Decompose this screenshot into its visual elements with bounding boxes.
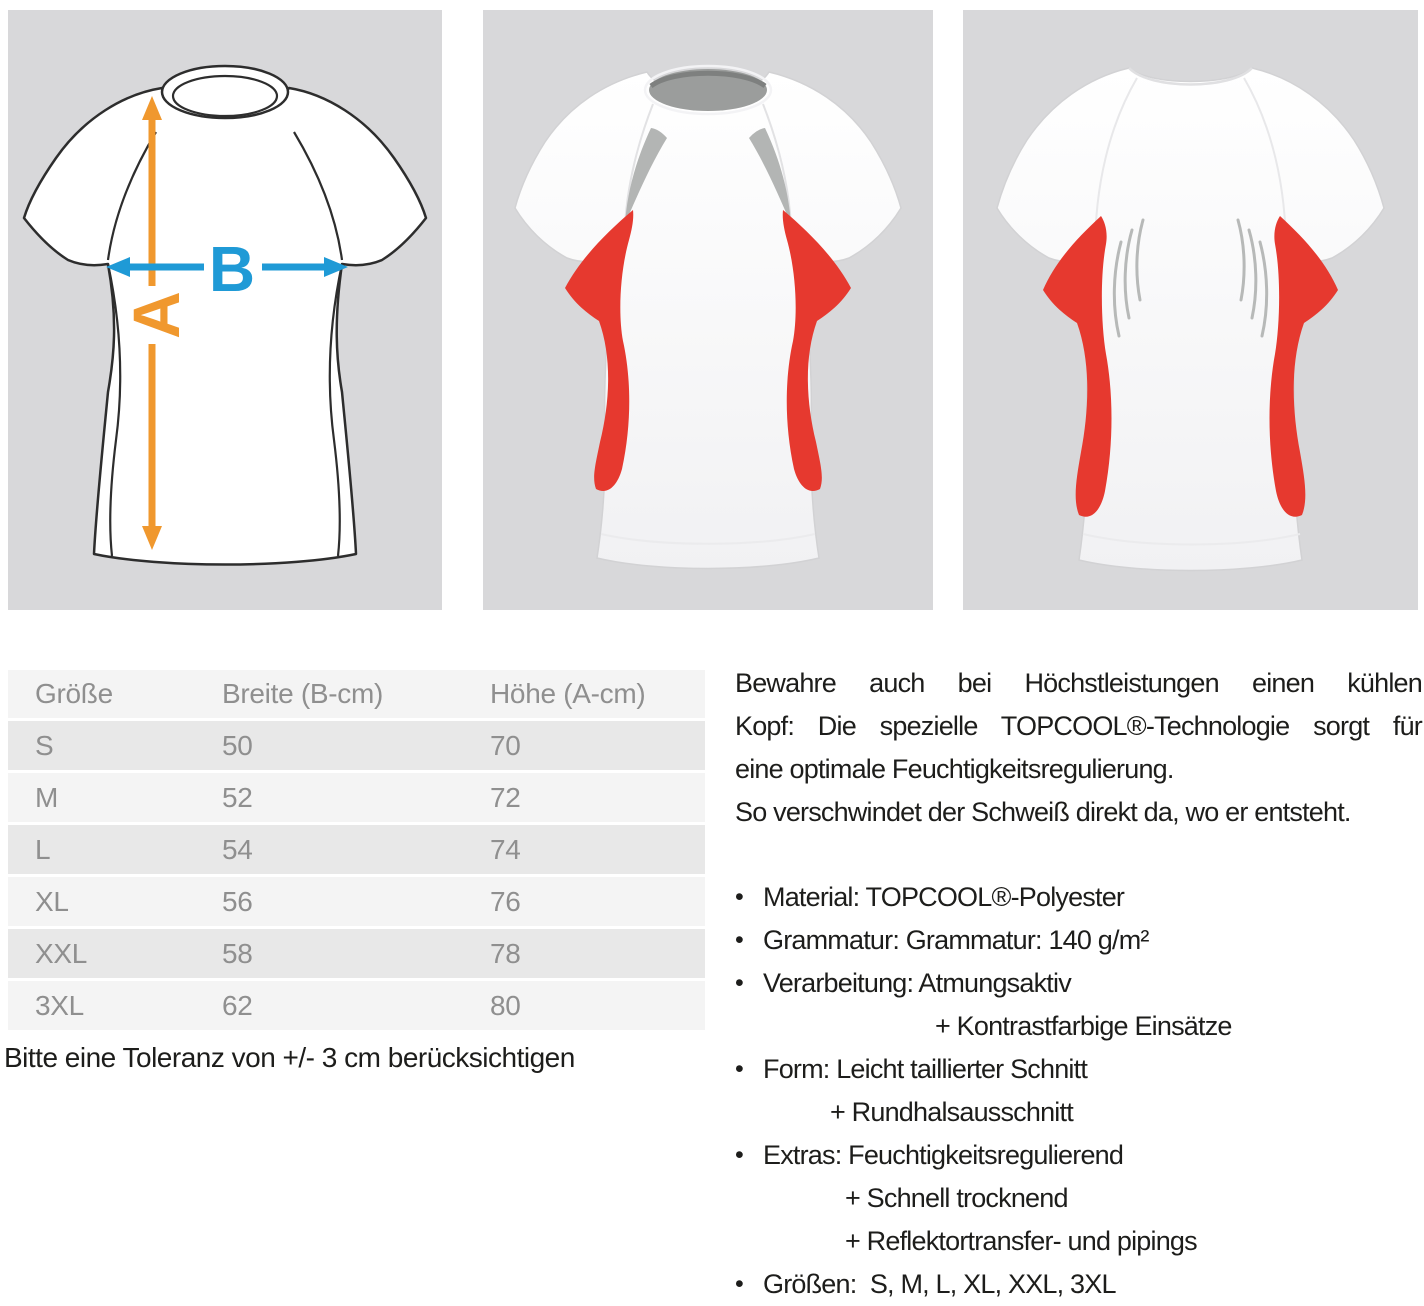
red-panel-back-right (1270, 216, 1339, 517)
hoehe-cell: 74 (490, 833, 521, 865)
feature-item-schnell-trocknend: + Schnell trocknend (845, 1183, 1068, 1213)
tolerance-note: Bitte eine Toleranz von +/- 3 cm berücksichtigen (4, 1042, 575, 1073)
hoehe-cell: 76 (490, 885, 521, 917)
bullet-icon: • (735, 883, 743, 911)
feature-item-reflektortransfer: + Reflektortransfer- und pipings (845, 1226, 1197, 1256)
breite-cell: 54 (222, 833, 253, 865)
description-line: Bewahre auch bei Höchstleistungen einen kühlen (735, 668, 1422, 698)
measure-label-b: B (208, 233, 256, 305)
measurement-diagram-panel (8, 10, 442, 610)
measurement-diagram (8, 10, 442, 610)
bullet-icon: • (735, 1055, 743, 1083)
breite-cell: 56 (222, 885, 253, 917)
shirt-back-illustration (963, 10, 1418, 610)
feature-item-groessen: • Größen: S, M, L, XL, XXL, 3XL (735, 1263, 1422, 1306)
breite-cell: 58 (222, 937, 253, 969)
feature-item-form: • Form: Leicht taillierter Schnitt (735, 1048, 1422, 1091)
table-row-xxl (8, 929, 705, 978)
shirt-front-photo-panel (483, 10, 933, 610)
size-table (8, 670, 705, 1033)
feature-item-grammatur: • Grammatur: Grammatur: 140 g/m² (735, 919, 1422, 962)
size-cell: S (35, 729, 54, 761)
table-row-l (8, 825, 705, 874)
hoehe-cell: 80 (490, 989, 521, 1021)
description-line: eine optimale Feuchtigkeitsregulierung. (735, 754, 1174, 784)
size-cell: L (35, 833, 51, 865)
hoehe-cell: 78 (490, 937, 521, 969)
table-row-xl (8, 877, 705, 926)
bullet-icon: • (735, 1270, 743, 1298)
shirt-back-body (997, 68, 1384, 571)
breite-cell: 62 (222, 989, 253, 1021)
measure-label-a: A (119, 291, 193, 339)
column-header-groesse: Größe (35, 678, 113, 709)
feature-item-verarbeitung: • Verarbeitung: Atmungsaktiv (735, 962, 1422, 1005)
breite-cell: 52 (222, 781, 253, 813)
size-cell: M (35, 781, 59, 813)
column-header-breite: Breite (B-cm) (222, 678, 383, 709)
table-row-s (8, 721, 705, 770)
shirt-outline (24, 88, 426, 565)
size-cell: XXL (35, 937, 88, 969)
bullet-icon: • (735, 926, 743, 954)
red-panel-back-left (1043, 216, 1112, 517)
size-cell: XL (35, 885, 69, 917)
shirt-front-body (515, 72, 901, 569)
description-line: So verschwindet der Schweiß direkt da, wo er entsteht. (735, 797, 1351, 827)
breite-cell: 50 (222, 729, 253, 761)
bullet-icon: • (735, 969, 743, 997)
column-header-hoehe: Höhe (A-cm) (490, 678, 646, 709)
size-cell: 3XL (35, 989, 84, 1021)
bullet-icon: • (735, 1141, 743, 1169)
product-description (735, 662, 1422, 1306)
shirt-back-photo-panel (963, 10, 1418, 610)
feature-list (735, 876, 1422, 1306)
feature-item-kontrastfarbige: + Kontrastfarbige Einsätze (935, 1011, 1232, 1041)
hoehe-cell: 70 (490, 729, 521, 761)
description-line: Kopf: Die spezielle TOPCOOL®-Technologie sorgt für (735, 711, 1422, 741)
feature-item-extras: • Extras: Feuchtigkeitsregulierend (735, 1134, 1422, 1177)
shirt-front-illustration (483, 10, 933, 610)
collar-inner (173, 76, 277, 116)
table-row-3xl (8, 981, 705, 1030)
feature-item-rundhals: + Rundhalsausschnitt (830, 1097, 1073, 1127)
table-row-m (8, 773, 705, 822)
size-table-header-row (8, 670, 705, 718)
feature-item-material: • Material: TOPCOOL®-Polyester (735, 876, 1422, 919)
hoehe-cell: 72 (490, 781, 521, 813)
